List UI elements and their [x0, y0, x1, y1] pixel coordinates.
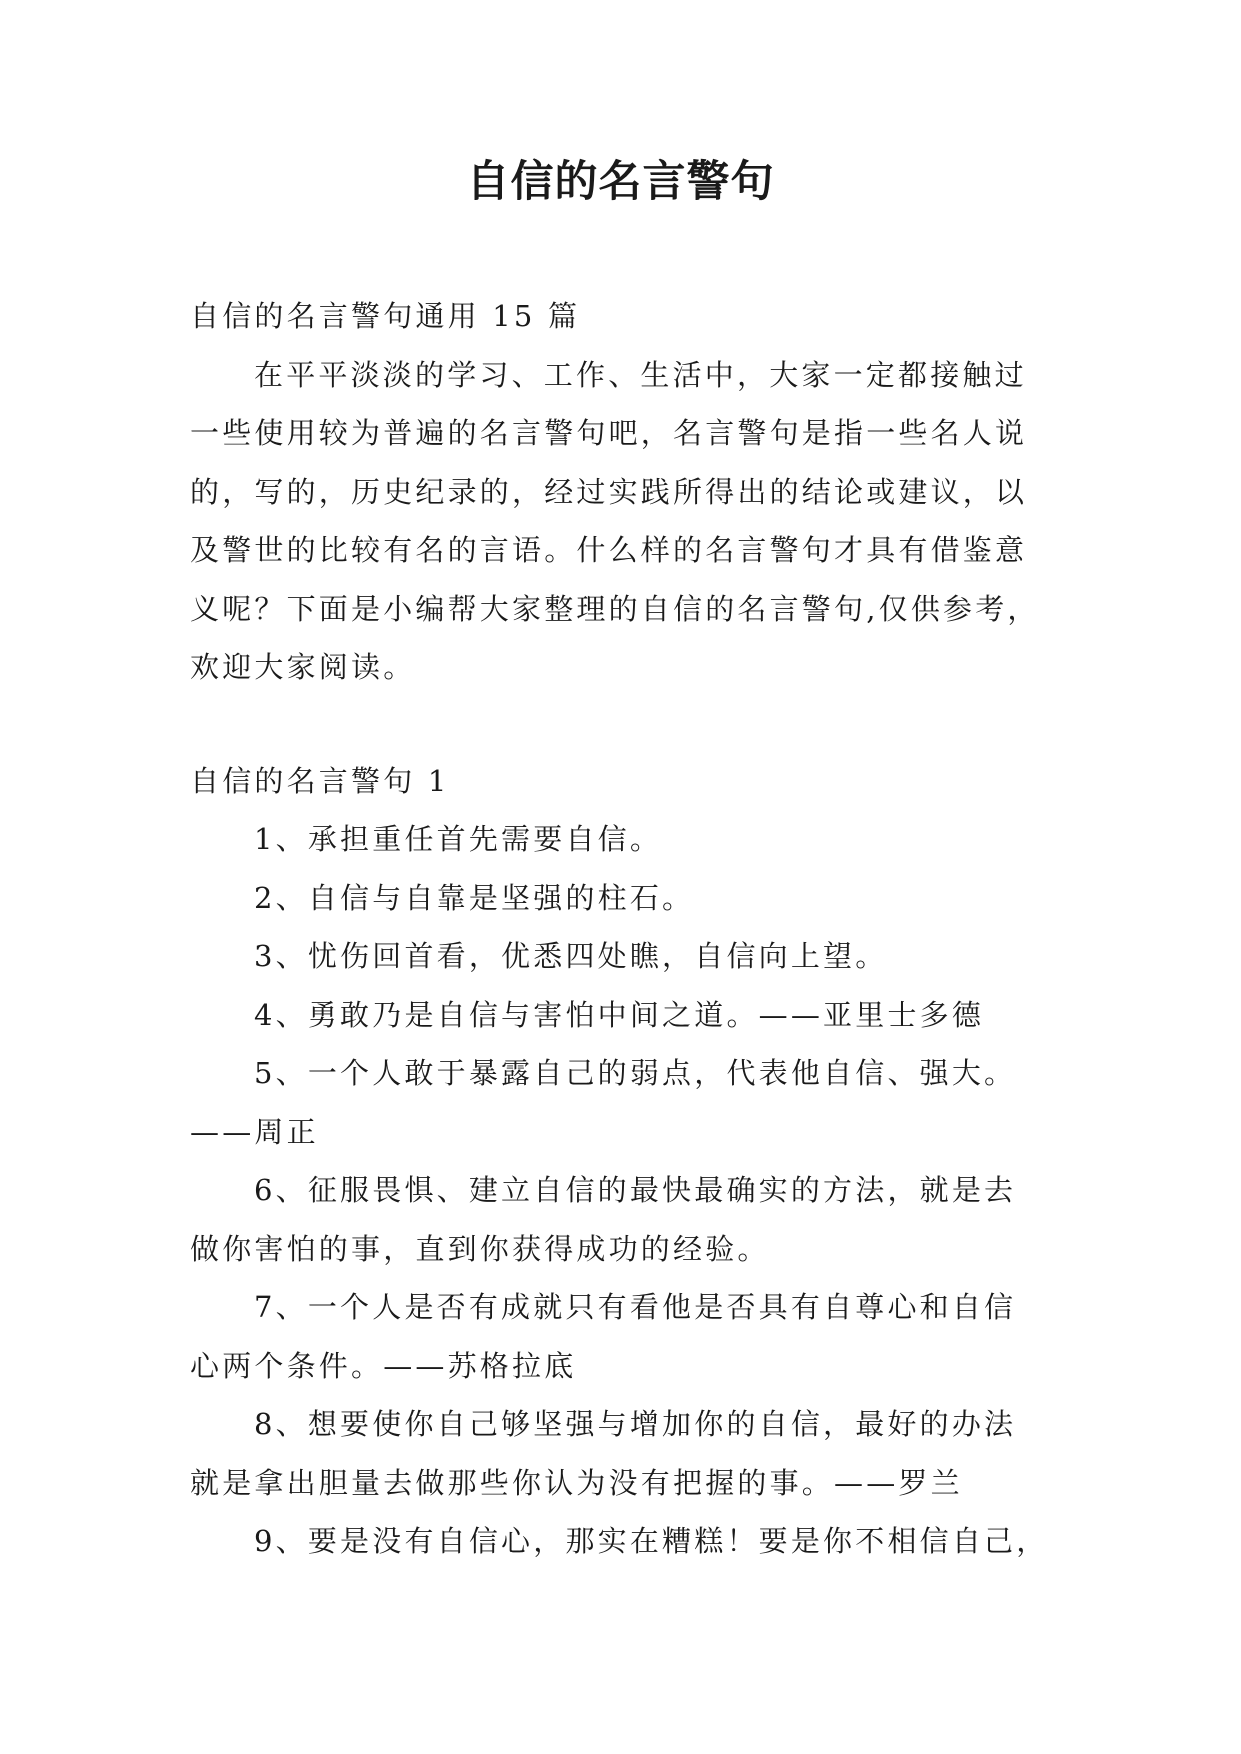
quote-line: 8、想要使你自己够坚强与增加你的自信，最好的办法 — [254, 1407, 1017, 1441]
quote-line: 2、自信与自靠是坚强的柱石。 — [254, 880, 695, 915]
intro-line: 欢迎大家阅读。 — [190, 650, 416, 684]
intro-line: 在平平淡淡的学习、工作、生活中，大家一定都接触过 — [254, 357, 1027, 392]
quote-line: 5、一个人敢于暴露自己的弱点，代表他自信、强大。 — [254, 1056, 1017, 1090]
intro-line: 义呢？下面是小编帮大家整理的自信的名言警句,仅供参考， — [190, 591, 1040, 626]
quote-line: 7、一个人是否有成就只有看他是否具有自尊心和自信 — [254, 1290, 1017, 1324]
intro-line: 及警世的比较有名的言语。什么样的名言警句才具有借鉴意 — [190, 533, 1028, 567]
document-subtitle: 自信的名言警句通用 15 篇 — [190, 299, 581, 333]
quote-line: 3、忧伤回首看，优悉四处瞧，自信向上望。 — [254, 939, 888, 973]
paragraph-spacer — [190, 697, 1050, 752]
quote-line: ——周正 — [190, 1114, 319, 1149]
quote-line: 做你害怕的事，直到你获得成功的经验。 — [190, 1231, 770, 1266]
quote-line: 4、勇敢乃是自信与害怕中间之道。——亚里士多德 — [254, 997, 985, 1032]
quote-line: 心两个条件。——苏格拉底 — [190, 1348, 577, 1383]
quote-line: 就是拿出胆量去做那些你认为没有把握的事。——罗兰 — [190, 1465, 963, 1500]
intro-line: 的，写的，历史纪录的，经过实践所得出的结论或建议，以 — [190, 474, 1028, 509]
document-body — [190, 287, 1050, 1571]
quote-line: 6、征服畏惧、建立自信的最快最确实的方法，就是去 — [254, 1173, 1017, 1207]
quote-list — [190, 810, 1050, 1571]
intro-paragraph — [190, 346, 1050, 697]
quote-line: 1、承担重任首先需要自信。 — [254, 822, 663, 856]
document-title: 自信的名言警句 — [466, 157, 775, 207]
section-heading: 自信的名言警句 1 — [190, 763, 450, 798]
quote-line: 9、要是没有自信心，那实在糟糕！要是你不相信自己， — [254, 1524, 1049, 1558]
intro-line: 一些使用较为普遍的名言警句吧，名言警句是指一些名人说 — [190, 416, 1028, 450]
